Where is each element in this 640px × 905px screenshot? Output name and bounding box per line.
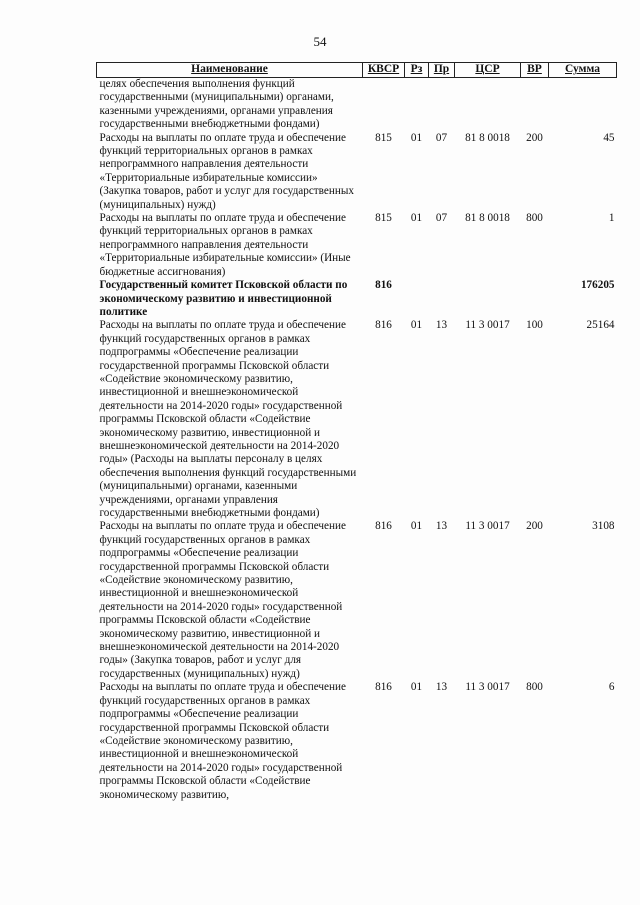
cell-rz: 01 (410, 520, 423, 533)
cell-sum: 25164 (586, 319, 615, 332)
cell-vr: 800 (526, 681, 543, 694)
cell-vr (521, 279, 549, 319)
cell-name: целях обеспечения выполнения функций государственными (муниципальными) органами, казенными учреждениями, органами управления государственными внебюджетными фондами) (99, 78, 334, 131)
cell-name: Расходы на выплаты по оплате труда и обеспечение функций территориальных органов в рамках непрограммного направления деятельности «Территориальные избирательные комиссии» (Иные бюджетные ассигнования) (99, 212, 351, 278)
cell-kvsr: 816 (375, 319, 392, 332)
cell-csr: 11 3 0017 (465, 520, 510, 533)
cell-kvsr (363, 78, 405, 132)
cell-name: Государственный комитет Псковской области по экономическому развитию и инвестиционной политике (99, 279, 348, 318)
cell-rz: 01 (410, 681, 423, 694)
cell-sum: 6 (608, 681, 615, 694)
table-row-department (97, 279, 617, 319)
cell-csr: 11 3 0017 (465, 681, 510, 694)
page-number: 54 (313, 34, 327, 49)
cell-pr: 07 (435, 212, 448, 225)
cell-pr (429, 78, 455, 132)
table-header-row (97, 63, 617, 78)
cell-kvsr: 816 (375, 681, 392, 694)
cell-sum: 1 (608, 212, 615, 225)
cell-pr: 13 (435, 681, 448, 694)
cell-name: Расходы на выплаты по оплате труда и обеспечение функций территориальных органов в рамках непрограммного направления деятельности «Территориальные избирательные комиссии» (Закупка товаров, работ и услуг для государственных (муниципальных) нужд) (99, 131, 354, 211)
table-body (97, 78, 617, 802)
cell-kvsr: 816 (375, 520, 392, 533)
cell-rz (405, 279, 429, 319)
cell-rz: 01 (410, 319, 423, 332)
cell-kvsr: 815 (375, 212, 392, 225)
cell-csr (455, 279, 521, 319)
budget-table-container (96, 62, 616, 802)
cell-vr (521, 78, 549, 132)
header-vr: ВР (521, 63, 549, 78)
cell-csr: 11 3 0017 (465, 319, 510, 332)
cell-rz: 01 (410, 131, 423, 144)
cell-pr: 13 (435, 319, 448, 332)
cell-kvsr: 816 (375, 279, 392, 292)
cell-kvsr: 815 (375, 131, 392, 144)
cell-csr (455, 78, 521, 132)
header-csr: ЦСР (455, 63, 521, 78)
cell-pr: 07 (435, 131, 448, 144)
cell-sum: 176205 (580, 279, 615, 292)
cell-csr: 81 8 0018 (465, 131, 510, 144)
cell-rz (405, 78, 429, 132)
header-rz: Рз (405, 63, 429, 78)
cell-vr: 800 (526, 212, 543, 225)
cell-sum: 3108 (592, 520, 615, 533)
cell-csr: 81 8 0018 (465, 212, 510, 225)
cell-vr: 200 (526, 131, 543, 144)
cell-vr: 100 (526, 319, 543, 332)
header-pr: Пр (429, 63, 455, 78)
cell-pr (429, 279, 455, 319)
table-row (97, 681, 617, 802)
cell-vr: 200 (526, 520, 543, 533)
header-name: Наименование (97, 63, 363, 78)
cell-pr: 13 (435, 520, 448, 533)
budget-table (96, 62, 617, 802)
cell-rz: 01 (410, 212, 423, 225)
table-row (97, 520, 617, 681)
header-kvsr: КВСР (363, 63, 405, 78)
cell-sum: 45 (603, 131, 615, 144)
cell-name: Расходы на выплаты по оплате труда и обеспечение функций государственных органов в рамках подпрограммы «Обеспечение реализации государственной программы Псковской области «Содействие экономическому развитию, инвестиционной и внешнеэкономической деятельности на 2014-2020 годы» государственной программы Псковской области «Содействие экономическому развитию, (99, 681, 346, 801)
header-sum: Сумма (549, 63, 617, 78)
table-row (97, 78, 617, 132)
cell-name: Расходы на выплаты по оплате труда и обеспечение функций государственных органов в рамках подпрограммы «Обеспечение реализации государственной программы Псковской области «Содействие экономическому развитию, инвестиционной и внешнеэкономической деятельности на 2014-2020 годы» государственной программы Псковской области «Содействие экономическому развитию, инвестиционной и внешнеэкономической деятельности на 2014-2020 годы» (Закупка товаров, работ и услуг для государственных (муниципальных) нужд) (99, 520, 346, 680)
cell-sum (549, 78, 617, 132)
table-row (97, 212, 617, 279)
cell-name: Расходы на выплаты по оплате труда и обеспечение функций государственных органов в рамках подпрограммы «Обеспечение реализации государственной программы Псковской области «Содействие экономическому развитию, инвестиционной и внешнеэкономической деятельности на 2014-2020 годы» государственной программы Псковской области «Содействие экономическому развитию, инвестиционной и внешнеэкономической деятельности на 2014-2020 годы» (Расходы на выплаты персоналу в целях обеспечения выполнения функций государственными (муниципальными) органами, казенными учреждениями, органами управления государственными внебюджетными фондами) (99, 319, 357, 519)
table-row (97, 319, 617, 520)
table-row (97, 132, 617, 212)
